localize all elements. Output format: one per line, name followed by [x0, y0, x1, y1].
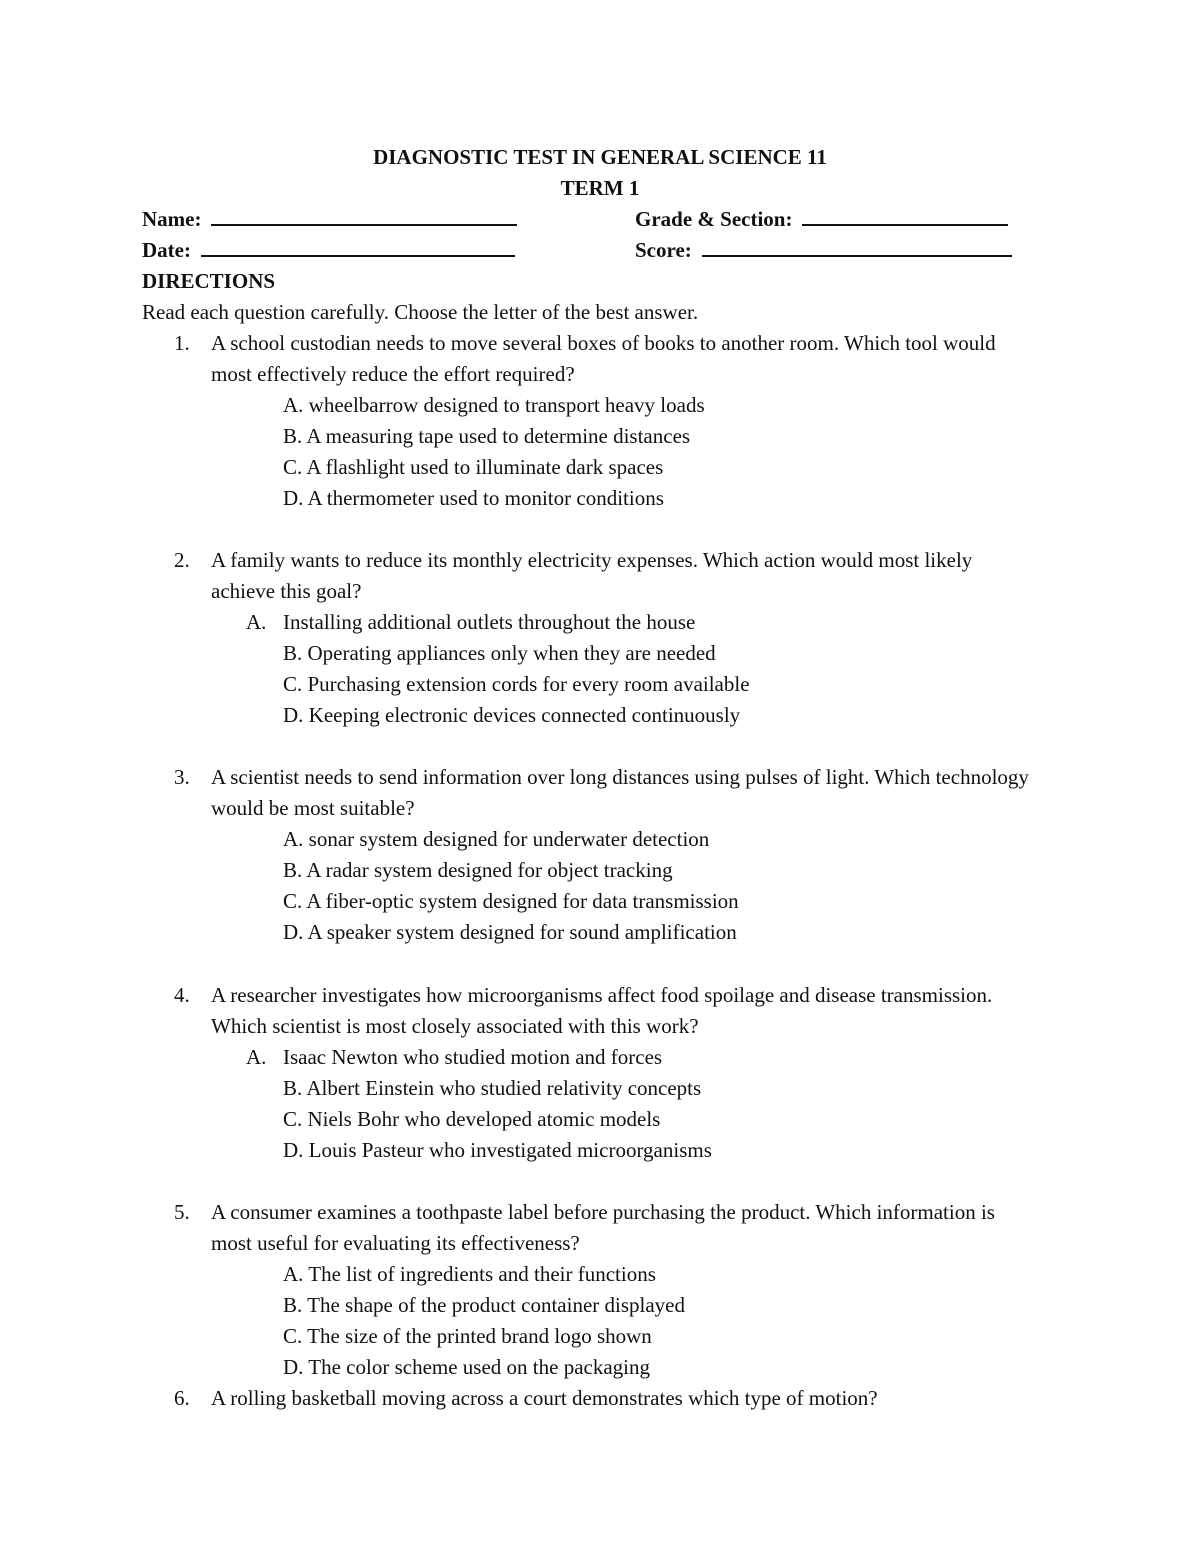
grade-section-blank[interactable] — [802, 204, 1008, 226]
page-title: DIAGNOSTIC TEST IN GENERAL SCIENCE 11 — [373, 145, 827, 169]
answer-option: A. wheelbarrow designed to transport heavy loads — [283, 393, 705, 417]
term-label: TERM 1 — [560, 176, 640, 200]
directions-text: Read each question carefully. Choose the letter of the best answer. — [142, 300, 699, 324]
question-number: 1. — [174, 331, 190, 355]
answer-option: D. A speaker system designed for sound amplification — [283, 920, 737, 944]
answer-option: B. The shape of the product container displayed — [283, 1293, 685, 1317]
answer-option: Installing additional outlets throughout the house — [283, 610, 696, 634]
question-number: 5. — [174, 1200, 190, 1224]
grade-section-label: Grade & Section: — [635, 207, 793, 231]
question-text: A researcher investigates how microorganisms affect food spoilage and disease transmission. Which scientist is most closely associated with this work? — [211, 983, 993, 1038]
answer-option: B. Operating appliances only when they are needed — [283, 641, 716, 665]
answer-option: B. A radar system designed for object tracking — [283, 858, 673, 882]
date-blank[interactable] — [201, 235, 515, 257]
directions-heading: DIRECTIONS — [142, 269, 276, 293]
answer-option: Isaac Newton who studied motion and forces — [283, 1045, 663, 1069]
answer-option: A. sonar system designed for underwater detection — [283, 827, 710, 851]
answer-option-letter: A. — [246, 1045, 267, 1069]
question-number: 4. — [174, 983, 190, 1007]
date-field — [142, 235, 515, 266]
name-blank[interactable] — [211, 204, 517, 226]
question-text: A scientist needs to send information over long distances using pulses of light. Which technology would be most suitable? — [211, 765, 1029, 820]
answer-option: D. A thermometer used to monitor conditions — [283, 486, 664, 510]
answer-option: B. Albert Einstein who studied relativity concepts — [283, 1076, 702, 1100]
question-text: A school custodian needs to move several boxes of books to another room. Which tool would most effectively reduce the effort required? — [211, 331, 996, 386]
question-number: 3. — [174, 765, 190, 789]
question-number: 2. — [174, 548, 190, 572]
answer-option: B. A measuring tape used to determine distances — [283, 424, 691, 448]
answer-option: C. A fiber-optic system designed for data transmission — [283, 889, 739, 913]
answer-option: D. The color scheme used on the packaging — [283, 1355, 650, 1379]
answer-option: C. The size of the printed brand logo shown — [283, 1324, 652, 1348]
score-label: Score: — [635, 238, 692, 262]
question-text: A rolling basketball moving across a court demonstrates which type of motion? — [211, 1386, 878, 1410]
answer-option-letter: A. — [246, 610, 267, 634]
score-field — [635, 235, 1012, 266]
answer-option: D. Louis Pasteur who investigated microorganisms — [283, 1138, 712, 1162]
answer-option: A. The list of ingredients and their functions — [283, 1262, 656, 1286]
answer-option: D. Keeping electronic devices connected continuously — [283, 703, 741, 727]
question-text: A family wants to reduce its monthly electricity expenses. Which action would most likely achieve this goal? — [211, 548, 973, 603]
date-label: Date: — [142, 238, 191, 262]
question-text: A consumer examines a toothpaste label before purchasing the product. Which information is most useful for evaluating its effectiveness? — [211, 1200, 995, 1255]
name-label: Name: — [142, 207, 202, 231]
name-field — [142, 204, 517, 235]
answer-option: C. Niels Bohr who developed atomic models — [283, 1107, 661, 1131]
answer-option: C. Purchasing extension cords for every room available — [283, 672, 750, 696]
score-blank[interactable] — [702, 235, 1012, 257]
grade-section-field — [635, 204, 1008, 235]
answer-option: C. A flashlight used to illuminate dark spaces — [283, 455, 664, 479]
question-number: 6. — [174, 1386, 190, 1410]
